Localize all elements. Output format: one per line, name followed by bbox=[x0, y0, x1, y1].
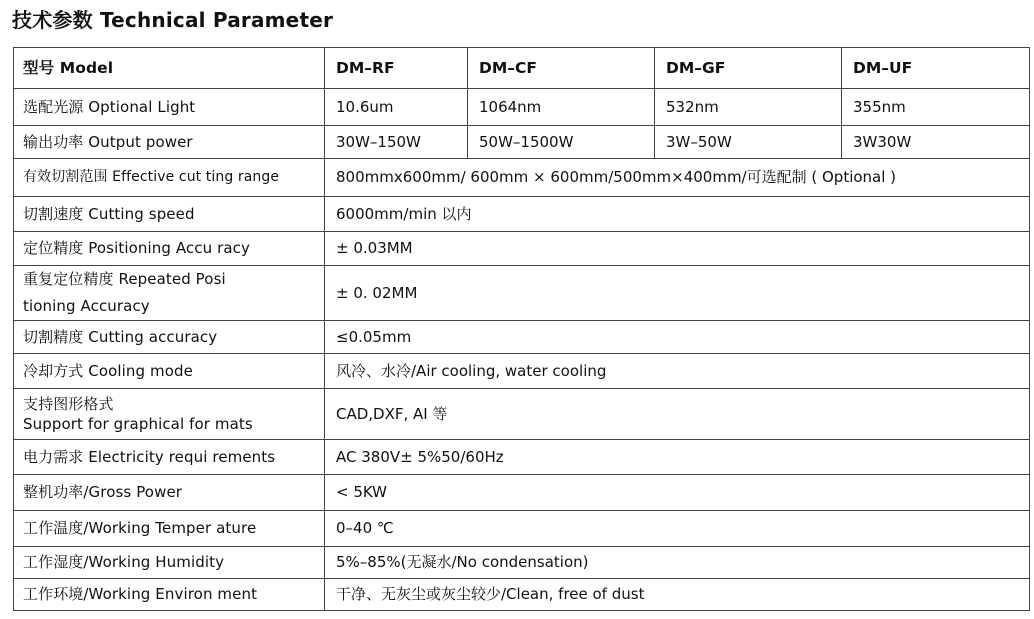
positioning-accuracy-value: ± 0.03MM bbox=[325, 232, 1030, 266]
cutting-speed-value: 6000mm/min 以内 bbox=[325, 197, 1030, 232]
table-row-repeated-positioning bbox=[14, 266, 1030, 321]
table-row-cutting-accuracy bbox=[14, 321, 1030, 354]
output-power-value-dm-cf: 50W–1500W bbox=[468, 126, 655, 159]
model-cell-dm-rf: DM–RF bbox=[325, 48, 468, 89]
table-row-working-environment bbox=[14, 579, 1030, 611]
output-power-value-dm-uf: 3W30W bbox=[842, 126, 1030, 159]
table-row-cutting-range bbox=[14, 159, 1030, 197]
table-header-row bbox=[14, 48, 1030, 89]
output-power-value-dm-rf: 30W–150W bbox=[325, 126, 468, 159]
table-row-output-power bbox=[14, 126, 1030, 159]
page-title: 技术参数 Technical Parameter bbox=[12, 8, 334, 32]
row-label-cutting-speed: 切割速度 Cutting speed bbox=[14, 197, 325, 232]
row-label-graphic-formats-line1: 支持图形格式 bbox=[23, 395, 114, 413]
model-cell-dm-gf: DM–GF bbox=[655, 48, 842, 89]
row-label-repeated-positioning bbox=[14, 266, 325, 321]
table-row-gross-power bbox=[14, 475, 1030, 511]
light-source-value-dm-uf: 355nm bbox=[842, 89, 1030, 126]
working-environment-value: 干净、无灰尘或灰尘较少/Clean, free of dust bbox=[325, 579, 1030, 611]
table-row-cutting-speed bbox=[14, 197, 1030, 232]
gross-power-value: < 5KW bbox=[325, 475, 1030, 511]
row-label-light-source: 选配光源 Optional Light bbox=[14, 89, 325, 126]
row-label-repeated-positioning-line1: 重复定位精度 Repeated Posi bbox=[23, 270, 226, 288]
table-row-working-temperature bbox=[14, 511, 1030, 547]
row-label-graphic-formats bbox=[14, 389, 325, 440]
row-label-repeated-positioning-line2: tioning Accuracy bbox=[23, 297, 150, 315]
technical-parameter-table bbox=[13, 47, 1030, 611]
output-power-value-dm-gf: 3W–50W bbox=[655, 126, 842, 159]
row-label-working-humidity: 工作湿度/Working Humidity bbox=[14, 547, 325, 579]
table-row-working-humidity bbox=[14, 547, 1030, 579]
light-source-value-dm-gf: 532nm bbox=[655, 89, 842, 126]
model-cell-dm-uf: DM–UF bbox=[842, 48, 1030, 89]
row-label-cutting-range: 有效切割范围 Effective cut ting range bbox=[14, 159, 325, 197]
model-label-cell: 型号 Model bbox=[14, 48, 325, 89]
row-label-working-temperature: 工作温度/Working Temper ature bbox=[14, 511, 325, 547]
model-cell-dm-cf: DM–CF bbox=[468, 48, 655, 89]
repeated-positioning-value: ± 0. 02MM bbox=[325, 266, 1030, 321]
row-label-cooling-mode: 冷却方式 Cooling mode bbox=[14, 354, 325, 389]
row-label-output-power: 输出功率 Output power bbox=[14, 126, 325, 159]
graphic-formats-value: CAD,DXF, AI 等 bbox=[325, 389, 1030, 440]
row-label-power-requirement: 电力需求 Electricity requi rements bbox=[14, 440, 325, 475]
table-row-cooling-mode bbox=[14, 354, 1030, 389]
power-requirement-value: AC 380V± 5%50/60Hz bbox=[325, 440, 1030, 475]
light-source-value-dm-cf: 1064nm bbox=[468, 89, 655, 126]
row-label-positioning-accuracy: 定位精度 Positioning Accu racy bbox=[14, 232, 325, 266]
cutting-accuracy-value: ≤0.05mm bbox=[325, 321, 1030, 354]
light-source-value-dm-rf: 10.6um bbox=[325, 89, 468, 126]
row-label-gross-power: 整机功率/Gross Power bbox=[14, 475, 325, 511]
table-row-power-requirement bbox=[14, 440, 1030, 475]
table-row-light-source bbox=[14, 89, 1030, 126]
cutting-range-value: 800mmx600mm/ 600mm × 600mm/500mm×400mm/可选配制 ( Optional ) bbox=[325, 159, 1030, 197]
row-label-working-environment: 工作环境/Working Environ ment bbox=[14, 579, 325, 611]
working-temperature-value: 0–40 ℃ bbox=[325, 511, 1030, 547]
row-label-cutting-accuracy: 切割精度 Cutting accuracy bbox=[14, 321, 325, 354]
working-humidity-value: 5%–85%(无凝水/No condensation) bbox=[325, 547, 1030, 579]
table-row-positioning-accuracy bbox=[14, 232, 1030, 266]
table-row-graphic-formats bbox=[14, 389, 1030, 440]
cooling-mode-value: 风冷、水冷/Air cooling, water cooling bbox=[325, 354, 1030, 389]
row-label-graphic-formats-line2: Support for graphical for mats bbox=[23, 415, 253, 433]
